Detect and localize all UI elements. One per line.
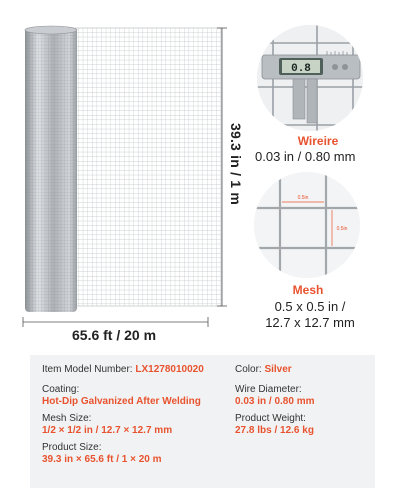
mesh-detail-circle: [254, 172, 360, 278]
coating-value: Hot-Dip Galvanized After Welding: [42, 396, 201, 407]
unrolled-mesh: [75, 28, 221, 306]
wire-diameter-label: Wire Diameter:: [235, 384, 302, 395]
color-spec: [235, 364, 292, 376]
product-weight-value: 27.8 lbs / 12.6 kg: [235, 425, 314, 436]
mesh-label: Mesh: [292, 283, 324, 297]
mesh-callout-vertical: 0.5in: [336, 226, 348, 232]
wire-roll-image: [0, 0, 250, 355]
item-model-value: LX1278010020: [135, 364, 204, 375]
mesh-size-spec: [42, 413, 172, 437]
mesh-size-label: Mesh Size:: [42, 413, 92, 424]
product-weight-label: Product Weight:: [235, 413, 306, 424]
caliper-display: 0.8: [291, 63, 311, 75]
height-dimension-label: 39.3 in / 1 m: [228, 123, 244, 205]
product-size-value: 39.3 in × 65.6 ft / 1 × 20 m: [42, 454, 162, 465]
wire-diameter-value: 0.03 in / 0.80 mm: [235, 396, 315, 407]
color-label: Color:: [235, 364, 265, 375]
mesh-value-line1: 0.5 x 0.5 in /: [274, 299, 346, 314]
mesh-callout-horizontal: 0.5in: [297, 195, 309, 201]
color-value: Silver: [264, 364, 292, 375]
wire-detail-circle: [257, 25, 363, 131]
coating-spec: [42, 384, 201, 408]
product-weight-spec: [235, 413, 314, 437]
mesh-closeup-image: [254, 172, 360, 278]
coating-label: Coating:: [42, 384, 80, 395]
item-model-label: Item Model Number:: [42, 364, 136, 375]
spec-panel: [30, 355, 375, 488]
product-size-spec: [42, 442, 162, 466]
item-model-spec: [42, 364, 204, 376]
wire-diameter-spec: [235, 384, 315, 408]
wire-label: Wireire: [297, 134, 339, 148]
wire-value: 0.03 in / 0.80 mm: [255, 149, 356, 164]
mesh-size-value: 1/2 × 1/2 in / 12.7 × 12.7 mm: [42, 425, 173, 436]
mesh-value-line2: 12.7 x 12.7 mm: [265, 315, 355, 330]
product-size-label: Product Size:: [42, 442, 102, 453]
caliper-image: [257, 25, 363, 131]
product-illustration: [0, 0, 250, 355]
width-dimension-label: 65.6 ft / 20 m: [72, 327, 157, 343]
